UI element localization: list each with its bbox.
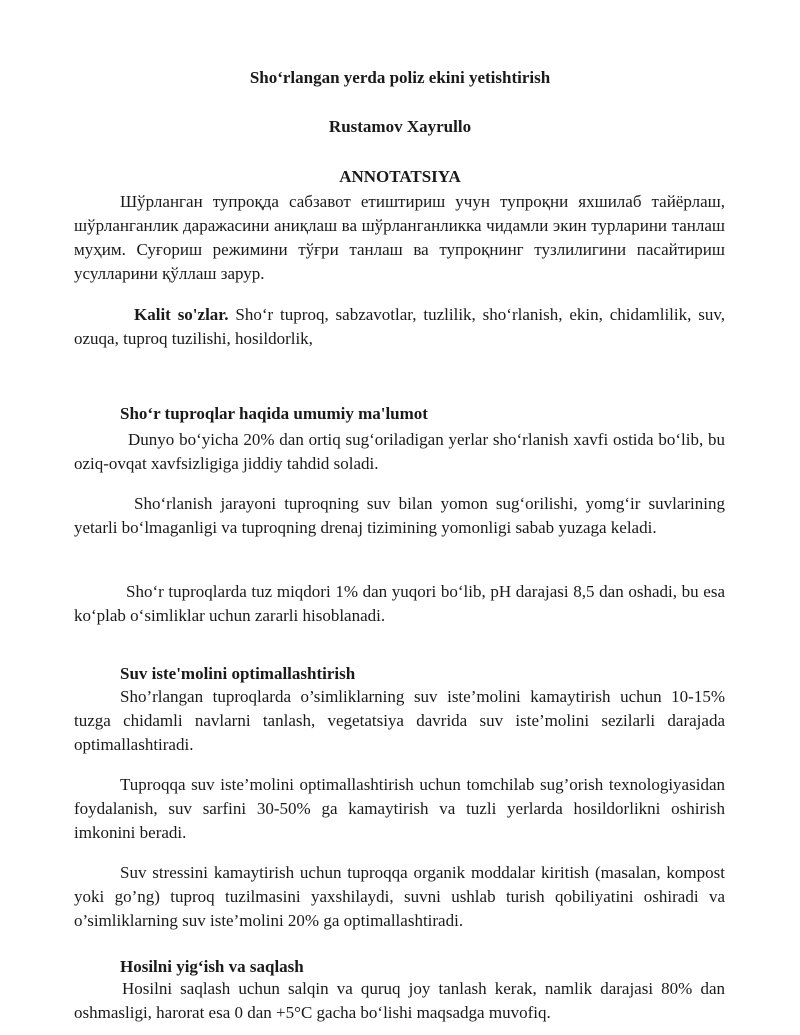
- document-title: Sho‘rlangan yerda poliz ekini yetishtirish: [249, 68, 551, 87]
- section-2-paragraph-2: Tuproqqa suv iste’molini optimallashtirish uchun tomchilab sug’orish texnologiyasidan foydalanish, suv sarfini 30-50% ga kamaytirish va tuzli yerlarda hosildorlikni oshirish imkonini beradi.: [74, 775, 725, 842]
- section-2-paragraph-1: Sho’rlangan tuproqlarda o’simliklarning suv iste’molini kamaytirish uchun 10-15% tuzga chidamli navlarni tanlash, vegetatsiya davrida suv iste’molini sezilarli darajada optimallashtiradi.: [74, 687, 725, 754]
- section-1-paragraph-1: Dunyo bo‘yicha 20% dan ortiq sug‘oriladigan yerlar sho‘rlanish xavfi ostida bo‘lib, bu oziq-ovqat xavfsizligiga jiddiy tahdid soladi.: [74, 430, 725, 473]
- keywords-label: Kalit so'zlar.: [134, 305, 229, 324]
- section-1-paragraph-2: Sho‘rlanish jarayoni tuproqning suv bilan yomon sug‘orilishi, yomg‘ir suvlarining yetarli bo‘lmaganligi va tuproqning drenaj tizimining yomonligi sabab yuzaga keladi.: [74, 494, 725, 537]
- abstract-text: Шўрланган тупроқда сабзавот етиштириш учун тупроқни яхшилаб тайёрлаш, шўрланганлик даражасини аниқлаш ва шўрланганликка чидамли экин турларини танлаш муҳим. Суғориш режимини тўғри танлаш ва тупроқнинг тузлилигини пасайтириш усулларини қўллаш зарур.: [74, 192, 725, 283]
- abstract-heading: ANNOTATSIYA: [339, 167, 461, 186]
- keywords-paragraph: [74, 303, 725, 351]
- section-heading-2: Suv iste'molini optimallashtirish: [120, 664, 356, 683]
- section-heading-1: Sho‘r tuproqlar haqida umumiy ma'lumot: [120, 404, 428, 423]
- section-heading-3: Hosilni yig‘ish va saqlash: [120, 957, 304, 976]
- section-1-paragraph-3: Sho‘r tuproqlarda tuz miqdori 1% dan yuqori bo‘lib, pH darajasi 8,5 dan oshadi, bu esa ko‘plab o‘simliklar uchun zararli hisoblanadi.: [74, 582, 725, 625]
- section-3-paragraph-1: Hosilni saqlash uchun salqin va quruq joy tanlash kerak, namlik darajasi 80% dan oshmasligi, harorat esa 0 dan +5°C gacha bo‘lishi maqsadga muvofiq.: [74, 979, 725, 1022]
- keywords-text: Sho‘r tuproq, sabzavotlar, tuzlilik, sho‘rlanish, ekin, chidamlilik, suv, ozuqa, tuproq tuzilishi, hosildorlik,: [74, 305, 726, 348]
- section-2-paragraph-3: Suv stressini kamaytirish uchun tuproqqa organik moddalar kiritish (masalan, kompost yoki go’ng) tuproq tuzilmasini yaxshilaydi, suvni ushlab turish qobiliyatini oshiradi va o’simliklarning suv iste’molini 20% ga optimallashtiradi.: [74, 863, 725, 930]
- author-name: Rustamov Xayrullo: [328, 117, 472, 136]
